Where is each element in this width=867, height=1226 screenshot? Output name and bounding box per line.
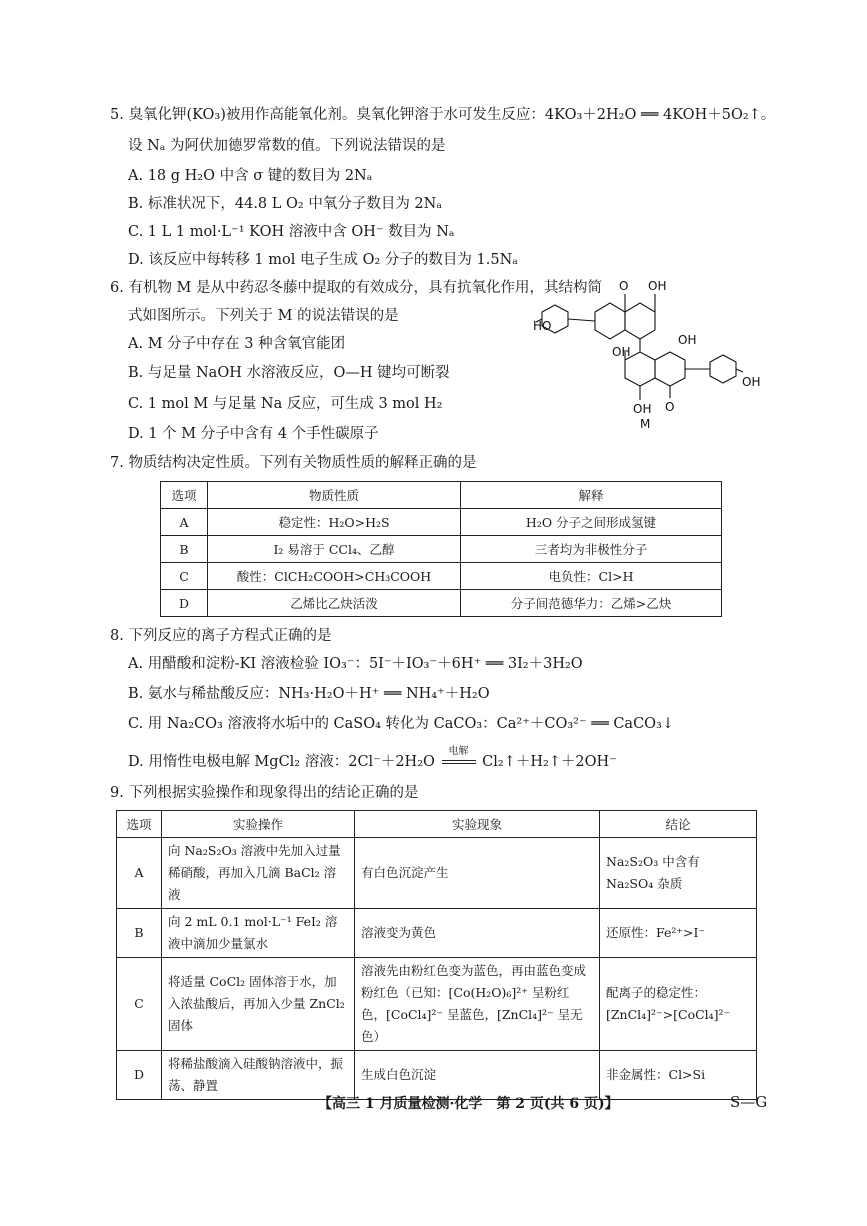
q6-option-a: A. M 分子中存在 3 种含氧官能团 (128, 336, 346, 352)
table-cell: I₂ 易溶于 CCl₄、乙醇 (208, 536, 461, 563)
mol-label-oh-right: OH (742, 375, 761, 389)
column-header: 选项 (161, 482, 208, 509)
electrolysis-arrow (440, 746, 478, 770)
table-cell: 有白色沉淀产生 (355, 838, 600, 909)
table-cell: D (117, 1051, 162, 1100)
q8-option-d-right: Cl₂↑＋H₂↑＋2OH⁻ (482, 754, 617, 770)
table-cell: Na₂S₂O₃ 中含有 Na₂SO₄ 杂质 (600, 838, 757, 909)
table-cell: 溶液变为黄色 (355, 909, 600, 958)
page-footer: 【高三 1 月质量检测·化学 第 2 页(共 6 页)】 (318, 1096, 619, 1112)
column-header: 物质性质 (208, 482, 461, 509)
q6-stem-line1: 6. 有机物 M 是从中药忍冬藤中提取的有效成分，具有抗氧化作用，其结构简 (110, 280, 603, 296)
q6-stem-line2: 式如图所示。下列关于 M 的说法错误的是 (128, 308, 399, 324)
mol-label-oh-left: OH (612, 345, 631, 359)
q8-stem: 8. 下列反应的离子方程式正确的是 (110, 628, 332, 644)
table-cell: D (161, 590, 208, 617)
table-cell: 乙烯比乙炔活泼 (208, 590, 461, 617)
table-cell: 分子间范德华力：乙烯>乙炔 (461, 590, 722, 617)
mol-label-oh-mid: OH (678, 333, 697, 347)
q5-option-b: B. 标准状况下，44.8 L O₂ 中氧分子数目为 2Nₐ (128, 196, 442, 212)
table-row (161, 509, 722, 536)
table-header-row (161, 482, 722, 509)
molecule-m-structure (530, 272, 775, 432)
column-header: 解释 (461, 482, 722, 509)
mol-label-o-top: O (619, 279, 629, 293)
q7-stem: 7. 物质结构决定性质。下列有关物质性质的解释正确的是 (110, 455, 477, 471)
q6-option-b: B. 与足量 NaOH 水溶液反应，O—H 键均可断裂 (128, 365, 450, 381)
table-cell: 还原性：Fe²⁺>I⁻ (600, 909, 757, 958)
table-cell: H₂O 分子之间形成氢键 (461, 509, 722, 536)
q6-option-c: C. 1 mol M 与足量 Na 反应，可生成 3 mol H₂ (128, 396, 443, 412)
mol-label-ho-left: HO (533, 319, 552, 333)
mol-label-o-bottom: O (665, 400, 675, 414)
table-row (117, 838, 757, 909)
table-cell: 酸性：ClCH₂COOH>CH₃COOH (208, 563, 461, 590)
column-header: 实验操作 (162, 811, 355, 838)
table-cell: 三者均为非极性分子 (461, 536, 722, 563)
paper-code: S—G (730, 1093, 768, 1111)
table-cell: 向 2 mL 0.1 mol·L⁻¹ FeI₂ 溶液中滴加少量氯水 (162, 909, 355, 958)
q8-option-d (128, 746, 617, 771)
table-cell: 溶液先由粉红色变为蓝色，再由蓝色变成粉红色（已知：[Co(H₂O)₆]²⁺ 呈粉红色，[CoCl₄]²⁻ 呈蓝色，[ZnCl₄]²⁻ 呈无色） (355, 958, 600, 1051)
table-row (117, 909, 757, 958)
q9-table (116, 810, 757, 1100)
table-cell: A (117, 838, 162, 909)
table-cell: B (161, 536, 208, 563)
mol-label-oh-top: OH (648, 279, 667, 293)
column-header: 选项 (117, 811, 162, 838)
table-cell: 非金属性：Cl>Si (600, 1051, 757, 1100)
mol-label-m: M (640, 417, 651, 431)
q9-stem: 9. 下列根据实验操作和现象得出的结论正确的是 (110, 785, 419, 801)
table-cell: 向 Na₂S₂O₃ 溶液中先加入过量稀硝酸，再加入几滴 BaCl₂ 溶液 (162, 838, 355, 909)
table-cell: 稳定性：H₂O>H₂S (208, 509, 461, 536)
table-cell: 生成白色沉淀 (355, 1051, 600, 1100)
table-header-row (117, 811, 757, 838)
q8-option-a: A. 用醋酸和淀粉-KI 溶液检验 IO₃⁻：5I⁻＋IO₃⁻＋6H⁺ ══ 3I₂＋3H₂O (128, 656, 583, 672)
table-cell: 配离子的稳定性：[ZnCl₄]²⁻>[CoCl₄]²⁻ (600, 958, 757, 1051)
q5-option-d: D. 该反应中每转移 1 mol 电子生成 O₂ 分子的数目为 1.5Nₐ (128, 252, 518, 268)
table-row (117, 958, 757, 1051)
table-cell: A (161, 509, 208, 536)
q7-table (160, 481, 722, 617)
q8-option-c: C. 用 Na₂CO₃ 溶液将水垢中的 CaSO₄ 转化为 CaCO₃：Ca²⁺＋CO₃²⁻ ══ CaCO₃↓ (128, 716, 675, 732)
q6-option-d: D. 1 个 M 分子中含有 4 个手性碳原子 (128, 426, 379, 442)
table-cell: 电负性：Cl>H (461, 563, 722, 590)
table-cell: C (161, 563, 208, 590)
table-cell: B (117, 909, 162, 958)
column-header: 实验现象 (355, 811, 600, 838)
column-header: 结论 (600, 811, 757, 838)
q8-option-b: B. 氨水与稀盐酸反应：NH₃·H₂O＋H⁺ ══ NH₄⁺＋H₂O (128, 686, 490, 702)
q8-option-d-left: D. 用惰性电极电解 MgCl₂ 溶液：2Cl⁻＋2H₂O (128, 754, 435, 770)
mol-label-oh-bottom: OH (633, 402, 652, 416)
table-cell: C (117, 958, 162, 1051)
table-row (161, 590, 722, 617)
table-cell: 将稀盐酸滴入硅酸钠溶液中，振荡、静置 (162, 1051, 355, 1100)
table-row (161, 563, 722, 590)
electrolysis-condition: 电解 (448, 746, 469, 757)
table-row (161, 536, 722, 563)
q5-stem-line2: 设 Nₐ 为阿伏加德罗常数的值。下列说法错误的是 (128, 138, 446, 154)
q5-option-a: A. 18 g H₂O 中含 σ 键的数目为 2Nₐ (128, 168, 373, 184)
q5-stem-line1: 5. 臭氧化钾(KO₃)被用作高能氧化剂。臭氧化钾溶于水可发生反应：4KO₃＋2H₂O ══ 4KOH＋5O₂↑。 (110, 107, 776, 123)
table-cell: 将适量 CoCl₂ 固体溶于水，加入浓盐酸后，再加入少量 ZnCl₂ 固体 (162, 958, 355, 1051)
q5-option-c: C. 1 L 1 mol·L⁻¹ KOH 溶液中含 OH⁻ 数目为 Nₐ (128, 224, 455, 240)
